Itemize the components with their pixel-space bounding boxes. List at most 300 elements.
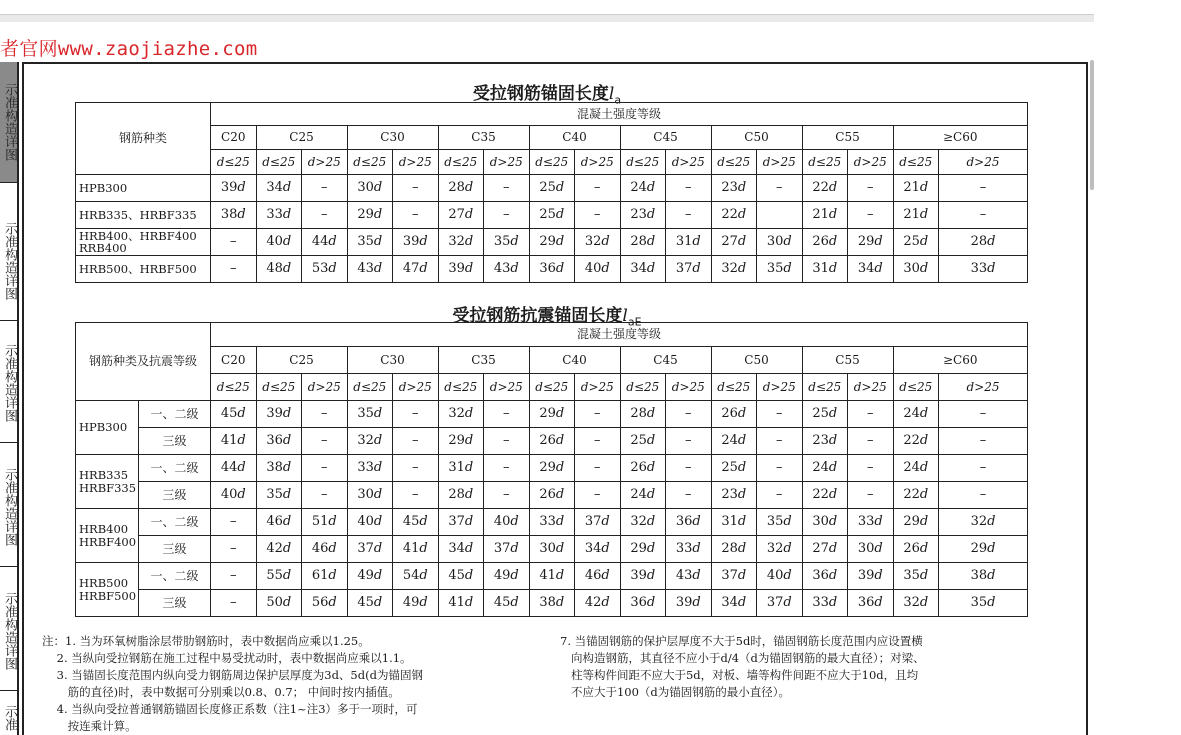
value-cell: 35d [256, 482, 302, 509]
value-cell: 34d [620, 256, 666, 283]
note-line: 不应大于100（d为锚固钢筋的最小直径）。 [560, 685, 791, 699]
value-cell: – [575, 482, 621, 509]
value-cell: – [484, 455, 530, 482]
value-cell: 61d [302, 563, 348, 590]
note-line: 按连乘计算。 [42, 719, 137, 733]
sidebar-tab-2[interactable]: 示准构造详图 [0, 202, 17, 321]
value-cell: 32d [620, 509, 666, 536]
value-cell: 41d [529, 563, 575, 590]
condition-header-cell: d>25 [575, 150, 621, 175]
value-cell: 22d [711, 202, 757, 229]
condition-header-cell: d≤25 [529, 374, 575, 401]
value-cell: 37d [666, 256, 712, 283]
condition-header-cell: d>25 [939, 374, 1028, 401]
value-cell: 33d [939, 256, 1028, 283]
grade-header-cell: C25 [256, 347, 347, 374]
value-cell: – [666, 482, 712, 509]
seismic-level-cell: 三级 [139, 482, 211, 509]
value-cell: 38d [529, 590, 575, 617]
seismic-level-cell: 一、二级 [139, 455, 211, 482]
value-cell: 32d [438, 229, 484, 256]
value-cell: – [302, 175, 348, 202]
value-cell: 49d [484, 563, 530, 590]
value-cell: 32d [939, 509, 1028, 536]
value-cell: 48d [256, 256, 302, 283]
steel-type-cell: HPB300 [76, 175, 211, 202]
note-line: 向构造钢筋，其直径不应小于d/4（d为锚固钢筋的最大直径）；对梁、 [560, 651, 925, 665]
value-cell: 46d [302, 536, 348, 563]
value-cell: 55d [256, 563, 302, 590]
value-cell: 37d [575, 509, 621, 536]
value-cell: 32d [893, 590, 939, 617]
condition-header-cell: d≤25 [802, 374, 848, 401]
condition-header-cell: d≤25 [802, 150, 848, 175]
value-cell: 21d [802, 202, 848, 229]
table-row [76, 202, 1028, 229]
value-cell: 45d [438, 563, 484, 590]
condition-header-cell: d≤25 [711, 374, 757, 401]
value-cell: 26d [802, 229, 848, 256]
value-cell: 37d [757, 590, 803, 617]
seismic-level-cell: 三级 [139, 428, 211, 455]
value-cell: – [484, 175, 530, 202]
value-cell: 49d [347, 563, 393, 590]
seismic-level-cell: 一、二级 [139, 563, 211, 590]
viewer-background [1094, 0, 1181, 735]
value-cell: 35d [347, 401, 393, 428]
value-cell: 45d [393, 509, 439, 536]
value-cell: 24d [620, 482, 666, 509]
value-cell: 29d [438, 428, 484, 455]
grade-header-cell: C30 [347, 126, 438, 150]
value-cell: 26d [893, 536, 939, 563]
value-cell: – [302, 482, 348, 509]
value-cell: – [211, 536, 257, 563]
value-cell: – [484, 428, 530, 455]
grade-header-cell: C50 [711, 126, 802, 150]
condition-header-cell: d≤25 [438, 374, 484, 401]
condition-header-cell: d≤25 [893, 374, 939, 401]
value-cell: 37d [347, 536, 393, 563]
grade-header-cell: C20 [211, 347, 257, 374]
value-cell: 30d [802, 509, 848, 536]
value-cell: 29d [848, 229, 894, 256]
table-row [76, 536, 1028, 563]
value-cell: – [302, 202, 348, 229]
value-cell: – [757, 482, 803, 509]
value-cell: 30d [347, 482, 393, 509]
grade-header-cell: C20 [211, 126, 257, 150]
condition-header-cell: d≤25 [711, 150, 757, 175]
condition-header-cell: d>25 [848, 150, 894, 175]
seismic-level-cell: 一、二级 [139, 401, 211, 428]
value-cell: 43d [484, 256, 530, 283]
value-cell: – [393, 401, 439, 428]
value-cell: 31d [666, 229, 712, 256]
value-cell: 40d [575, 256, 621, 283]
value-cell: 28d [438, 175, 484, 202]
vertical-scrollbar[interactable] [1090, 60, 1094, 190]
value-cell: 35d [757, 256, 803, 283]
value-cell: 39d [848, 563, 894, 590]
note-line: 筋的直径)时，表中数据可分别乘以0.8、0.7； 中间时按内插值。 [42, 685, 400, 699]
condition-header-cell: d>25 [302, 150, 348, 175]
condition-header-cell: d>25 [484, 374, 530, 401]
sidebar-tab-6[interactable]: 示准 [2, 705, 17, 731]
value-cell: 25d [802, 401, 848, 428]
value-cell: 25d [711, 455, 757, 482]
value-cell: 35d [484, 229, 530, 256]
value-cell: 40d [484, 509, 530, 536]
anchorage-length-table [75, 102, 1028, 283]
condition-header-cell: d≤25 [347, 150, 393, 175]
value-cell: – [211, 229, 257, 256]
value-cell: 27d [802, 536, 848, 563]
value-cell: 41d [438, 590, 484, 617]
value-cell: 45d [211, 401, 257, 428]
value-cell: – [757, 401, 803, 428]
condition-header-cell: d≤25 [211, 150, 257, 175]
value-cell: 26d [529, 482, 575, 509]
value-cell: 29d [939, 536, 1028, 563]
value-cell: 21d [893, 202, 939, 229]
value-cell: 34d [256, 175, 302, 202]
value-cell: 37d [484, 536, 530, 563]
value-cell: – [848, 482, 894, 509]
steel-type-cell: HRB335、HRBF335 [76, 202, 211, 229]
value-cell: 30d [757, 229, 803, 256]
condition-header-cell: d≤25 [893, 150, 939, 175]
value-cell: – [666, 401, 712, 428]
value-cell: 30d [529, 536, 575, 563]
table-row [76, 229, 1028, 256]
condition-header-cell: d>25 [302, 374, 348, 401]
value-cell: 32d [347, 428, 393, 455]
value-cell: 39d [666, 590, 712, 617]
value-cell: – [848, 175, 894, 202]
value-cell: – [848, 455, 894, 482]
grade-header-cell: C40 [529, 347, 620, 374]
value-cell: 42d [575, 590, 621, 617]
value-cell: – [757, 175, 803, 202]
value-cell: – [666, 175, 712, 202]
value-cell: 42d [256, 536, 302, 563]
grade-header-cell: C35 [438, 347, 529, 374]
value-cell: 40d [347, 509, 393, 536]
value-cell: 38d [939, 563, 1028, 590]
value-cell: 29d [529, 401, 575, 428]
table-row [76, 590, 1028, 617]
value-cell: 22d [893, 428, 939, 455]
sidebar-tab-1[interactable]: 示准构造详图 [0, 62, 17, 183]
value-cell: – [666, 202, 712, 229]
condition-header-cell: d>25 [393, 374, 439, 401]
value-cell: 37d [438, 509, 484, 536]
condition-header-cell: d≤25 [347, 374, 393, 401]
condition-header-cell: d>25 [666, 374, 712, 401]
value-cell: 45d [484, 590, 530, 617]
value-cell: 32d [575, 229, 621, 256]
notes-left [42, 633, 423, 735]
value-cell: 26d [711, 401, 757, 428]
value-cell: 21d [893, 175, 939, 202]
value-cell: 39d [256, 401, 302, 428]
value-cell: 22d [802, 482, 848, 509]
value-cell: 36d [802, 563, 848, 590]
value-cell: 22d [893, 482, 939, 509]
value-cell: 29d [893, 509, 939, 536]
sidebar-tab-4[interactable]: 示准构造详图 [0, 448, 17, 567]
sidebar-tab-3[interactable]: 示准构造详图 [0, 324, 17, 443]
steel-type-cell: HRB400 HRBF400 [76, 509, 139, 563]
value-cell: 40d [211, 482, 257, 509]
value-cell: 27d [438, 202, 484, 229]
value-cell [757, 202, 803, 229]
group-header-cell: 混凝土强度等级 [211, 323, 1028, 347]
table-row [76, 175, 1028, 202]
value-cell: – [211, 509, 257, 536]
row-header-cell: 钢筋种类及抗震等级 [76, 323, 211, 401]
value-cell: 25d [529, 175, 575, 202]
value-cell: 34d [438, 536, 484, 563]
grade-header-cell: C30 [347, 347, 438, 374]
value-cell: 36d [666, 509, 712, 536]
seismic-anchorage-length-table [75, 322, 1028, 617]
value-cell: 25d [529, 202, 575, 229]
seismic-level-cell: 三级 [139, 536, 211, 563]
grade-header-cell: C45 [620, 126, 711, 150]
value-cell: 31d [802, 256, 848, 283]
note-line: 3. 当锚固长度范围内纵向受力钢筋周边保护层厚度为3d、5d(d为锚固钢 [42, 668, 423, 682]
table-row [76, 428, 1028, 455]
condition-header-cell: d>25 [393, 150, 439, 175]
grade-header-cell: C55 [802, 126, 893, 150]
condition-header-cell: d≤25 [620, 374, 666, 401]
value-cell: 33d [848, 509, 894, 536]
value-cell: 41d [211, 428, 257, 455]
note-line: 柱等构件间距不应大于5d，对板、墙等构件间距不应大于10d，且均 [560, 668, 919, 682]
value-cell: 35d [757, 509, 803, 536]
condition-header-cell: d>25 [757, 150, 803, 175]
grade-header-cell: ≥C60 [893, 126, 1028, 150]
value-cell: 28d [438, 482, 484, 509]
note-line: 注：1. 当为环氧树脂涂层带肋钢筋时，表中数据尚应乘以1.25。 [42, 634, 370, 648]
value-cell: 33d [256, 202, 302, 229]
value-cell: 30d [893, 256, 939, 283]
value-cell: 36d [529, 256, 575, 283]
condition-header-cell: d≤25 [211, 374, 257, 401]
value-cell: 25d [893, 229, 939, 256]
note-line: 4. 当纵向受拉普通钢筋锚固长度修正系数（注1~注3）多于一项时，可 [42, 702, 418, 716]
value-cell: – [575, 401, 621, 428]
value-cell: – [939, 455, 1028, 482]
table2-title: 受拉钢筋抗震锚固长度$l_{aE}$ [452, 306, 642, 329]
grade-header-cell: ≥C60 [893, 347, 1027, 374]
value-cell: 47d [393, 256, 439, 283]
value-cell: – [939, 482, 1028, 509]
value-cell: 23d [711, 175, 757, 202]
value-cell: – [848, 428, 894, 455]
value-cell: – [666, 455, 712, 482]
grade-header-cell: C25 [256, 126, 347, 150]
table-row [76, 482, 1028, 509]
value-cell: – [757, 428, 803, 455]
value-cell: 46d [256, 509, 302, 536]
value-cell: 34d [711, 590, 757, 617]
document-page [0, 22, 1094, 735]
previous-page-edge [0, 0, 1094, 15]
value-cell: 36d [620, 590, 666, 617]
table-row [76, 509, 1028, 536]
value-cell: – [575, 175, 621, 202]
seismic-level-cell: 三级 [139, 590, 211, 617]
value-cell: 23d [802, 428, 848, 455]
value-cell: 36d [848, 590, 894, 617]
value-cell: 39d [438, 256, 484, 283]
condition-header-cell: d>25 [757, 374, 803, 401]
value-cell: 32d [757, 536, 803, 563]
table-row [76, 563, 1028, 590]
condition-header-cell: d≤25 [620, 150, 666, 175]
value-cell: – [939, 175, 1028, 202]
value-cell: – [666, 428, 712, 455]
grade-header-cell: C50 [711, 347, 802, 374]
steel-type-cell: HRB400、HRBF400 RRB400 [76, 229, 211, 256]
value-cell: – [211, 563, 257, 590]
table1-title: 受拉钢筋锚固长度$l_a$ [472, 84, 622, 107]
value-cell: 26d [620, 455, 666, 482]
value-cell: – [575, 428, 621, 455]
value-cell: – [302, 455, 348, 482]
value-cell: 32d [438, 401, 484, 428]
steel-type-cell: HRB500 HRBF500 [76, 563, 139, 617]
value-cell: – [939, 401, 1028, 428]
value-cell: 43d [347, 256, 393, 283]
grade-header-cell: C40 [529, 126, 620, 150]
value-cell: 40d [256, 229, 302, 256]
value-cell: – [848, 202, 894, 229]
table-row [76, 401, 1028, 428]
condition-header-cell: d>25 [939, 150, 1028, 175]
value-cell: – [484, 401, 530, 428]
value-cell: – [757, 455, 803, 482]
value-cell: 23d [620, 202, 666, 229]
condition-header-cell: d>25 [484, 150, 530, 175]
value-cell: 29d [529, 229, 575, 256]
steel-type-cell: HRB335 HRBF335 [76, 455, 139, 509]
value-cell: 51d [302, 509, 348, 536]
value-cell: – [302, 401, 348, 428]
value-cell: 29d [529, 455, 575, 482]
value-cell: 43d [666, 563, 712, 590]
value-cell: 25d [620, 428, 666, 455]
notes-right [560, 633, 925, 701]
value-cell: 24d [620, 175, 666, 202]
value-cell: 24d [893, 401, 939, 428]
value-cell: – [575, 202, 621, 229]
value-cell: – [939, 202, 1028, 229]
value-cell: – [393, 202, 439, 229]
value-cell: 33d [666, 536, 712, 563]
steel-type-cell: HRB500、HRBF500 [76, 256, 211, 283]
value-cell: 31d [711, 509, 757, 536]
condition-header-cell: d>25 [575, 374, 621, 401]
note-line: 2. 当纵向受拉钢筋在施工过程中易受扰动时，表中数据尚应乘以1.1。 [42, 651, 412, 665]
value-cell: – [939, 428, 1028, 455]
value-cell: 53d [302, 256, 348, 283]
value-cell: 49d [393, 590, 439, 617]
value-cell: 54d [393, 563, 439, 590]
condition-header-cell: d>25 [848, 374, 894, 401]
condition-header-cell: d>25 [666, 150, 712, 175]
value-cell: 27d [711, 229, 757, 256]
value-cell: – [393, 482, 439, 509]
watermark-text: 者官网www.zaojiazhe.com [0, 38, 258, 60]
value-cell: 28d [620, 401, 666, 428]
value-cell: 24d [802, 455, 848, 482]
value-cell: 39d [211, 175, 257, 202]
value-cell: – [211, 256, 257, 283]
value-cell: – [484, 202, 530, 229]
value-cell: 56d [302, 590, 348, 617]
value-cell: 38d [211, 202, 257, 229]
value-cell: 37d [711, 563, 757, 590]
value-cell: 30d [347, 175, 393, 202]
value-cell: 28d [711, 536, 757, 563]
table-row [76, 256, 1028, 283]
value-cell: – [393, 175, 439, 202]
value-cell: 26d [529, 428, 575, 455]
value-cell: 24d [711, 428, 757, 455]
value-cell: 33d [802, 590, 848, 617]
value-cell: 44d [302, 229, 348, 256]
value-cell: 29d [620, 536, 666, 563]
value-cell: 34d [848, 256, 894, 283]
value-cell: 23d [711, 482, 757, 509]
value-cell: 40d [757, 563, 803, 590]
value-cell: 34d [575, 536, 621, 563]
value-cell: 41d [393, 536, 439, 563]
steel-type-cell: HPB300 [76, 401, 139, 455]
note-line: 7. 当锚固钢筋的保护层厚度不大于5d时，锚固钢筋长度范围内应设置横 [560, 634, 923, 648]
value-cell: – [302, 428, 348, 455]
value-cell: 35d [347, 229, 393, 256]
grade-header-cell: C45 [620, 347, 711, 374]
value-cell: – [848, 401, 894, 428]
grade-header-cell: C55 [802, 347, 893, 374]
value-cell: 35d [893, 563, 939, 590]
sidebar-tab-5[interactable]: 示准构造详图 [0, 572, 17, 691]
value-cell: – [393, 428, 439, 455]
value-cell: 50d [256, 590, 302, 617]
value-cell: 39d [393, 229, 439, 256]
value-cell: 46d [575, 563, 621, 590]
value-cell: 35d [939, 590, 1028, 617]
value-cell: 33d [347, 455, 393, 482]
table-row [76, 455, 1028, 482]
value-cell: 30d [848, 536, 894, 563]
value-cell: 44d [211, 455, 257, 482]
value-cell: 36d [256, 428, 302, 455]
row-header-cell: 钢筋种类 [76, 103, 211, 175]
value-cell: 31d [438, 455, 484, 482]
value-cell: 45d [347, 590, 393, 617]
value-cell: 24d [893, 455, 939, 482]
value-cell: – [393, 455, 439, 482]
value-cell: – [575, 455, 621, 482]
value-cell: 39d [620, 563, 666, 590]
value-cell: – [211, 590, 257, 617]
